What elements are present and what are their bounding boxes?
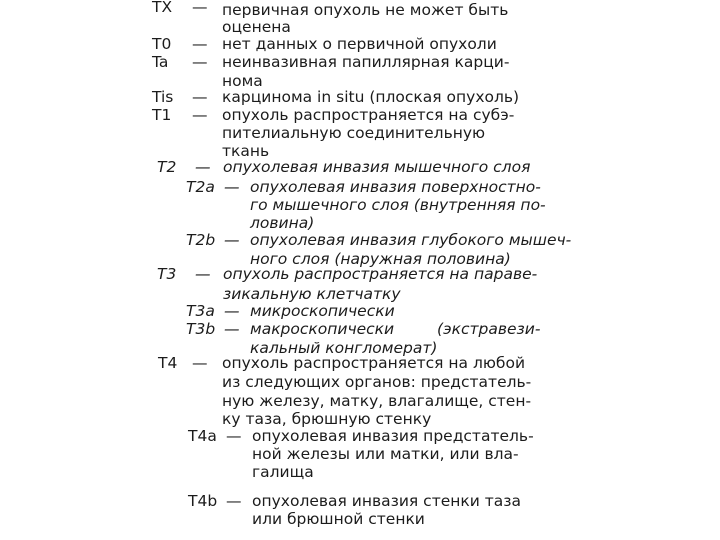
entry-text-line: опухолевая инвазия мышечного слоя [223, 158, 531, 176]
entry-code: T2 [157, 158, 177, 176]
entry-text-line: оцененa [222, 18, 291, 36]
entry-text-line: первичная опухоль не может быть [222, 1, 509, 19]
entry-text-line: ку таза, брюшную стенку [222, 410, 432, 428]
entry-code: T3 [157, 265, 177, 283]
entry-text-line: из следующих органов: предстатель- [222, 373, 532, 391]
entry-text-line: опухоль распространяется на параве- [223, 265, 538, 283]
entry-code: T1 [152, 106, 172, 124]
entry-dash: — [195, 265, 211, 283]
entry-text-line: ного слоя (наружная половина) [250, 250, 511, 268]
entry-text-line: опухолевая инвазия стенки таза [252, 492, 522, 510]
entry-dash: — [192, 35, 208, 53]
entry-text-line: опухоль распространяется на любой [222, 354, 526, 372]
entry-code: T3a [186, 302, 215, 320]
entry-code: T4 [158, 354, 178, 372]
entry-code: T4a [188, 427, 217, 445]
entry-text-line: ловина) [250, 214, 315, 232]
entry-dash: — [192, 88, 208, 106]
entry-text-line: опухоль распространяется на субэ- [222, 106, 515, 124]
entry-dash: — [224, 302, 240, 320]
entry-dash: — [192, 354, 208, 372]
entry-code: T3b [186, 320, 216, 338]
entry-text-line: микроскопически [250, 302, 395, 320]
entry-dash: — [192, 106, 208, 124]
entry-text-line: ную железу, матку, влагалище, стен- [222, 392, 532, 410]
entry-text-line: или брюшной стенки [252, 510, 425, 528]
entry-text-line: макроскопически (экстравези- [250, 320, 541, 338]
entry-text-line: го мышечного слоя (внутренняя по- [250, 196, 546, 214]
entry-dash: — [226, 492, 242, 510]
entry-code: Tis [152, 88, 174, 106]
entry-text-line: нет данных о первичной опухоли [222, 35, 497, 53]
entry-code: Ta [152, 53, 169, 71]
entry-code: T4b [188, 492, 218, 510]
entry-text-line: пителиальную соединительную [222, 124, 486, 142]
entry-text-line: кальный конгломерат) [250, 339, 438, 357]
entry-text-line: карцинома in situ (плоская опухоль) [222, 88, 520, 106]
entry-dash: — [192, 53, 208, 71]
entry-text-line: опухолевая инвазия поверхностно- [250, 178, 541, 196]
entry-text-line: ной железы или матки, или вла- [252, 445, 519, 463]
entry-code: T0 [152, 35, 172, 53]
entry-code: TX [152, 0, 173, 16]
entry-dash: — [226, 427, 242, 445]
entry-text-line: опухолевая инвазия глубокого мышеч- [250, 231, 572, 249]
entry-text-line: зикальную клетчатку [223, 285, 401, 303]
entry-text-line: нома [222, 72, 263, 90]
entry-text-line: неинвазивная папиллярная карци- [222, 53, 510, 71]
entry-dash: — [224, 178, 240, 196]
entry-text-line: галища [252, 463, 314, 481]
entry-code: T2b [186, 231, 216, 249]
entry-dash: — [192, 0, 208, 16]
entry-code: T2a [186, 178, 215, 196]
entry-text-line: ткань [222, 142, 270, 160]
entry-dash: — [195, 158, 211, 176]
entry-dash: — [224, 320, 240, 338]
entry-text-line: опухолевая инвазия предстатель- [252, 427, 534, 445]
entry-dash: — [224, 231, 240, 249]
